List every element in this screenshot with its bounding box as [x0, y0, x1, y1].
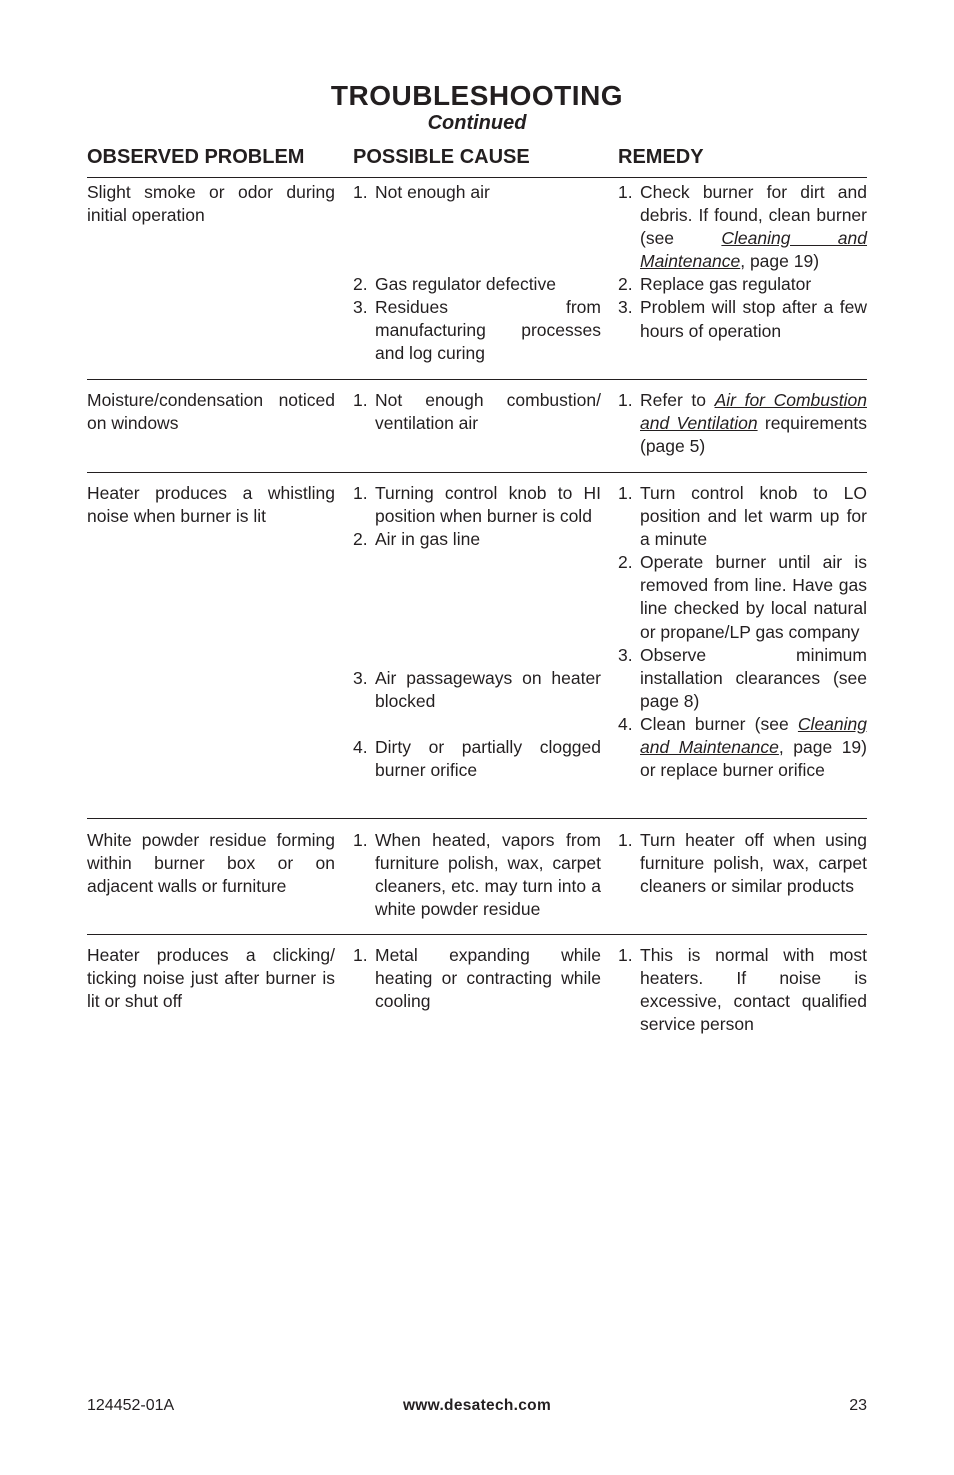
- remedy-text: Refer to Air for Combustion and Ventilation requirements (page 5): [640, 390, 867, 457]
- row-3-cause-3: [353, 667, 601, 713]
- row-4-problem: White powder residue forming within burner box or on adjacent walls or furniture: [87, 830, 335, 897]
- cause-text: Dirty or partially clogged burner orifice: [375, 737, 601, 781]
- row-3-problem: Heater produces a whistling noise when burner is lit: [87, 483, 335, 527]
- list-number: 3.: [353, 668, 368, 688]
- row-2-problem: Moisture/condensation noticed on windows: [87, 390, 335, 434]
- cause-text: Air passageways on heater blocked: [375, 668, 601, 712]
- cause-text: Gas regulator defective: [375, 274, 556, 294]
- row-3-cause-4: [353, 736, 601, 782]
- row-2-remedies: [618, 389, 867, 458]
- row-1-cause-2-3: [353, 273, 601, 365]
- list-number: 4.: [353, 737, 368, 757]
- column-header-possible-cause: POSSIBLE CAUSE: [353, 146, 530, 168]
- row-4-causes: [353, 829, 601, 921]
- remedy-text: Turn heater off when using furniture polish, wax, carpet cleaners or similar products: [640, 830, 867, 897]
- list-number: 1.: [353, 830, 368, 850]
- row-divider: [87, 472, 867, 473]
- cause-text: Not enough air: [375, 182, 490, 202]
- page-title: TROUBLESHOOTING: [330, 80, 624, 111]
- list-number: 1.: [353, 945, 368, 965]
- row-1-cause-1: [353, 181, 601, 204]
- remedy-text: Problem will stop after a few hours of operation: [640, 297, 867, 341]
- row-divider: [87, 379, 867, 380]
- list-number: 2.: [353, 529, 368, 550]
- list-number: 1.: [353, 182, 368, 202]
- cause-text: Turning control knob to HI position when burner is cold: [375, 483, 601, 527]
- column-header-observed-problem: OBSERVED PROBLEM: [87, 146, 305, 168]
- remedy-text: This is normal with most heaters. If noise is excessive, contact qualified service person: [640, 945, 867, 1035]
- list-number: 1.: [353, 483, 368, 503]
- list-number: 1.: [353, 390, 368, 410]
- cleaning-maintenance-link[interactable]: Cleaning and Maintenance: [640, 228, 868, 272]
- row-divider: [87, 934, 867, 935]
- list-number: 3.: [618, 644, 633, 665]
- row-5-causes: [353, 944, 601, 1013]
- remedy-text: Check burner for dirt and debris. If found, clean burner (see Cleaning and Maintenance, page 19): [640, 182, 868, 272]
- row-divider: [87, 818, 867, 819]
- cause-text: Residues from manufacturing processes and log curing: [375, 297, 601, 364]
- list-number: 4.: [618, 713, 633, 734]
- cause-text: Not enough combustion/ ventilation air: [375, 390, 601, 434]
- row-5-problem: Heater produces a clicking/ ticking noise just after burner is lit or shut off: [87, 945, 335, 1012]
- remedy-text: Replace gas regulator: [640, 274, 812, 295]
- list-number: 1.: [618, 945, 633, 965]
- remedy-text: Observe minimum installation clearances (see page 8): [640, 644, 867, 711]
- cause-text: Air in gas line: [375, 529, 481, 550]
- list-number: 2.: [353, 274, 368, 294]
- air-for-combustion-link[interactable]: Air for Combustion and Ventilation: [640, 390, 867, 434]
- row-4-remedies: [618, 829, 867, 898]
- row-3-remedies: [618, 482, 867, 782]
- cause-text: Metal expanding while heating or contracting while cooling: [375, 945, 601, 1012]
- remedy-text: Turn control knob to LO position and let warm up for a minute: [640, 483, 867, 550]
- row-1-remedies: [618, 181, 867, 343]
- document-number: 124452-01A: [87, 1397, 175, 1414]
- row-3-causes-1-2: [353, 482, 601, 551]
- list-number: 3.: [618, 297, 633, 318]
- column-header-remedy: REMEDY: [618, 146, 704, 168]
- list-number: 1.: [618, 182, 633, 202]
- remedy-text: Operate burner until air is removed from line. Have gas line checked by local natural or propane/LP gas company: [640, 552, 867, 642]
- cleaning-maintenance-link[interactable]: Cleaning and Maintenance: [640, 713, 867, 758]
- list-number: 1.: [618, 483, 633, 503]
- row-2-causes: [353, 389, 601, 435]
- remedy-text: Clean burner (see Cleaning and Maintenance, page 19) or replace burner orifice: [640, 713, 867, 781]
- list-number: 2.: [618, 552, 633, 573]
- list-number: 3.: [353, 297, 368, 318]
- page-subtitle: Continued: [427, 112, 527, 134]
- page-number: 23: [849, 1397, 867, 1414]
- row-5-remedies: [618, 944, 867, 1036]
- website-url[interactable]: www.desatech.com: [402, 1397, 552, 1414]
- cause-text: When heated, vapors from furniture polish, wax, carpet cleaners, etc. may turn into a white powder residue: [375, 830, 601, 920]
- list-number: 1.: [618, 390, 633, 410]
- header-divider: [87, 177, 867, 178]
- list-number: 2.: [618, 274, 633, 295]
- list-number: 1.: [618, 830, 633, 850]
- row-1-problem: Slight smoke or odor during initial operation: [87, 182, 335, 226]
